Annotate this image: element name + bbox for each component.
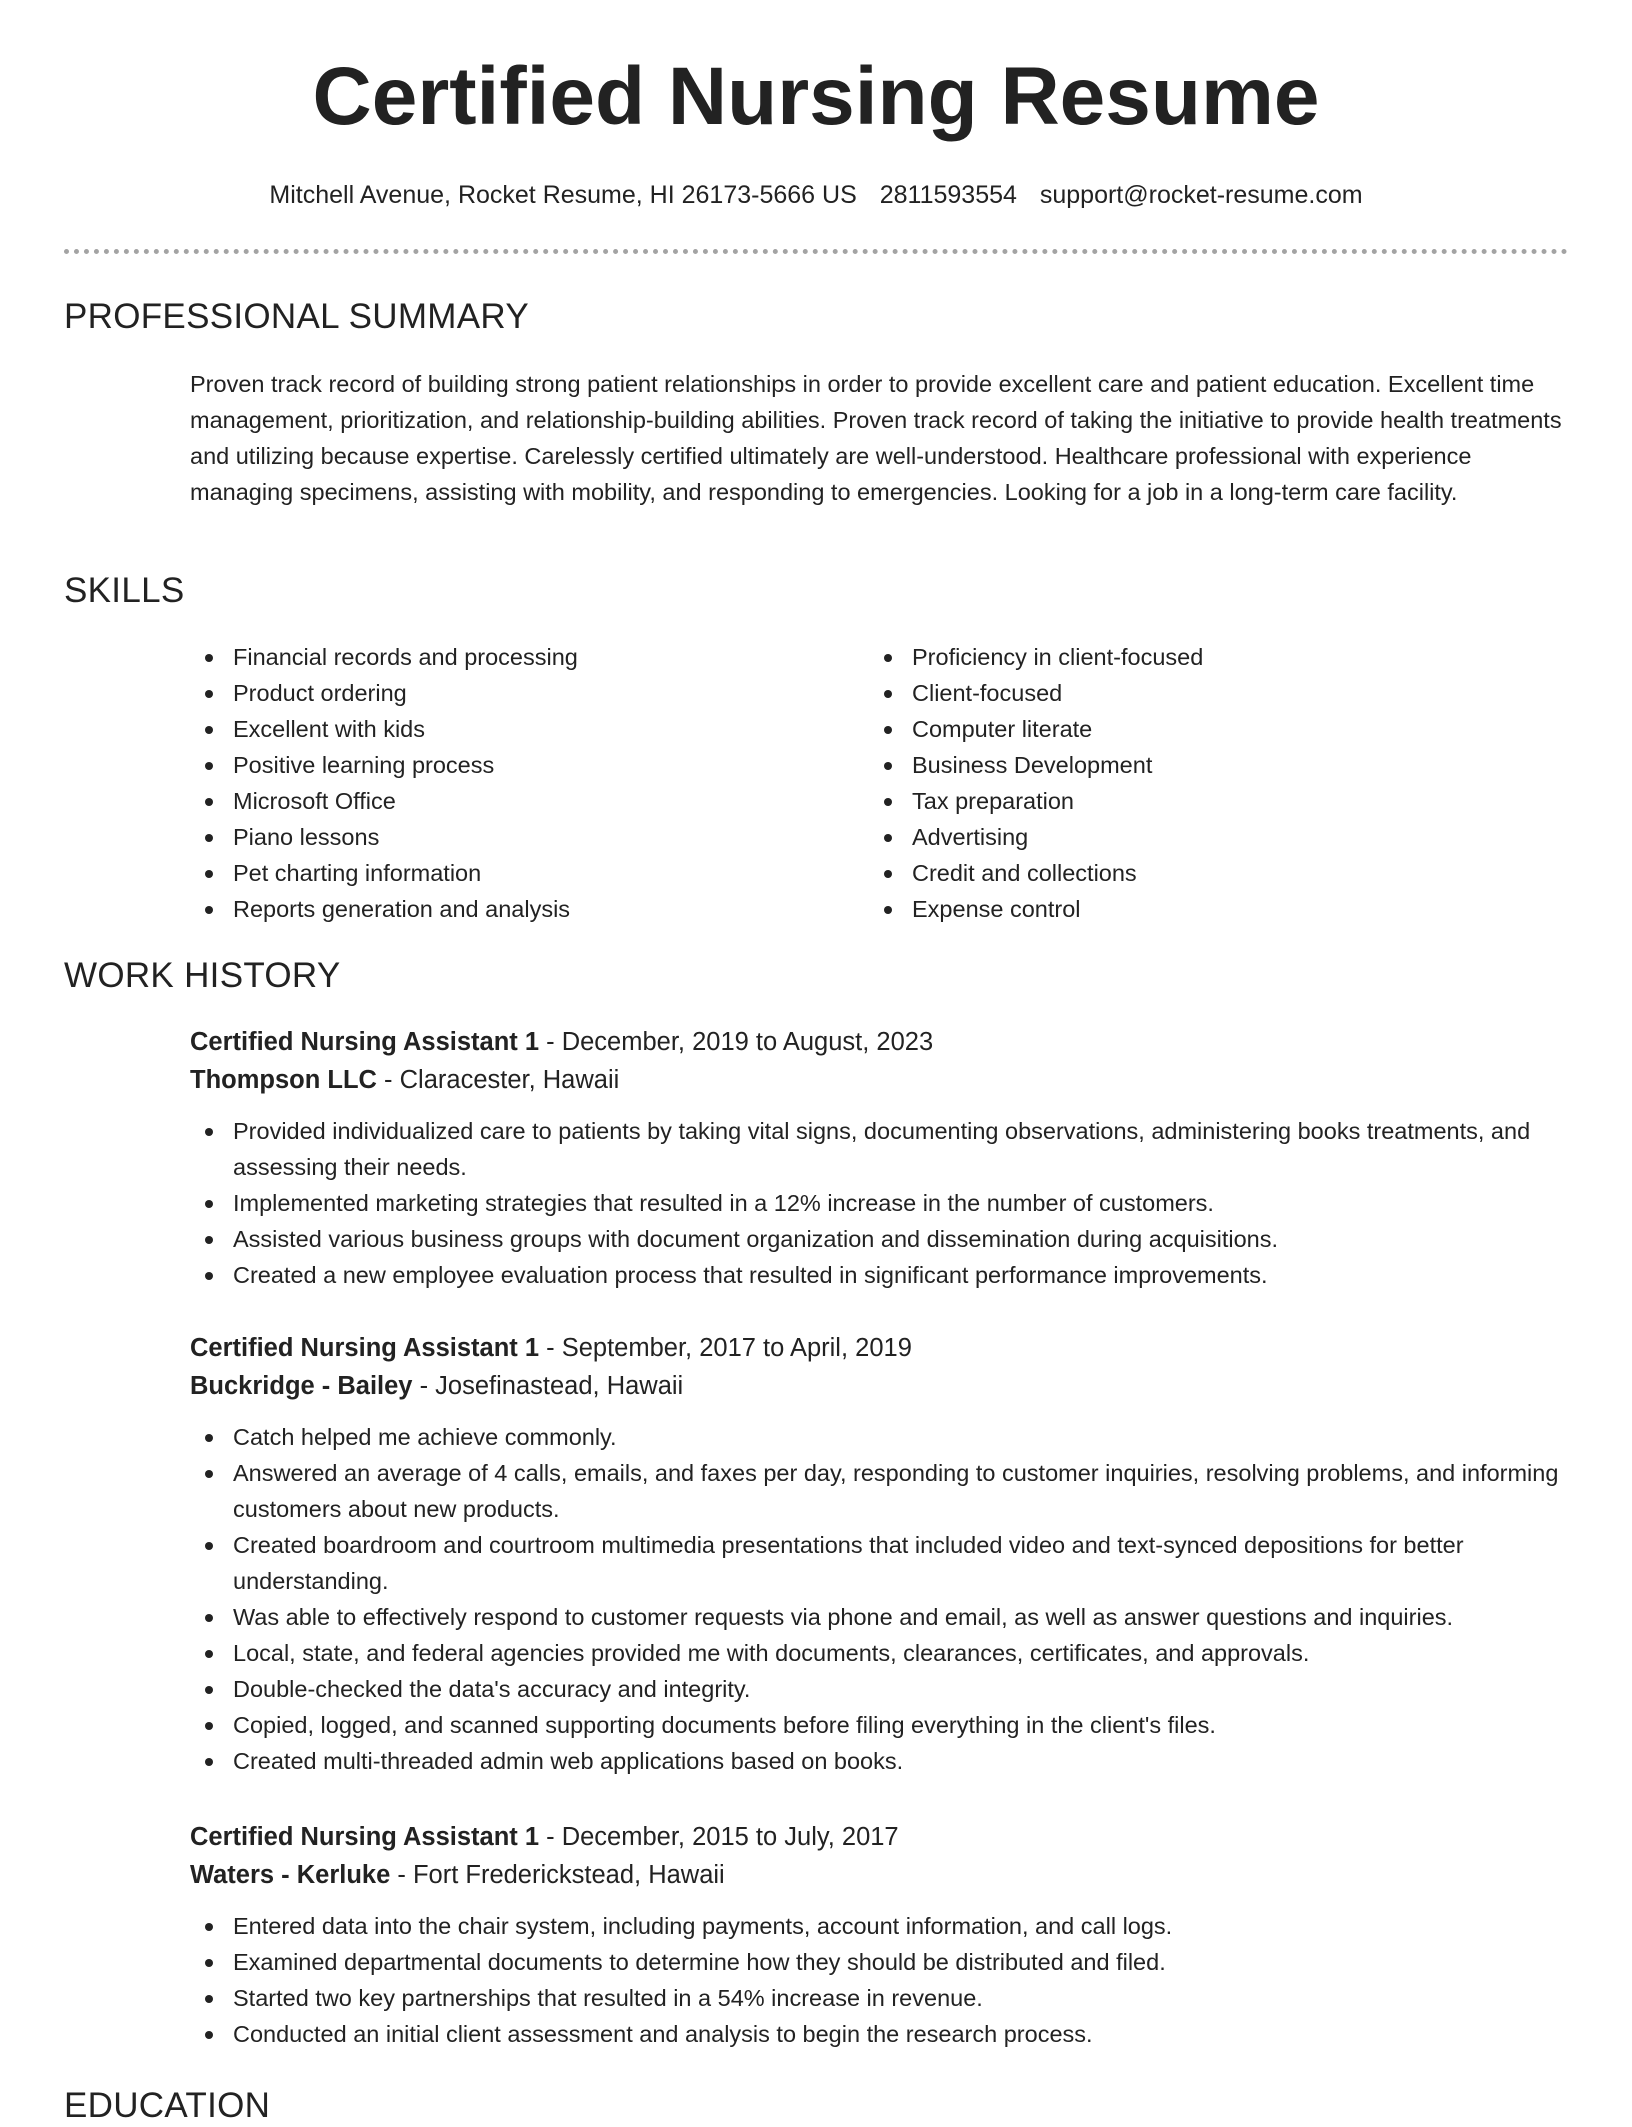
job-company-line — [190, 1061, 1568, 1099]
job-bullet: Answered an average of 4 calls, emails, and faxes per day, responding to customer inquiries, resolving problems, and informing customers about new products. — [190, 1455, 1568, 1527]
job-bullets — [190, 1113, 1568, 1293]
job-bullet: Was able to effectively respond to customer requests via phone and email, as well as answer questions and inquiries. — [190, 1599, 1568, 1635]
job-bullet: Created multi-threaded admin web applications based on books. — [190, 1743, 1568, 1779]
job-dates: - December, 2019 to August, 2023 — [539, 1028, 934, 1056]
job-bullet: Local, state, and federal agencies provided me with documents, clearances, certificates, and approvals. — [190, 1635, 1568, 1671]
job-bullet: Catch helped me achieve commonly. — [190, 1419, 1568, 1455]
skill-item: Piano lessons — [190, 819, 820, 855]
work-history-heading: WORK HISTORY — [64, 956, 341, 995]
job-title: Certified Nursing Assistant 1 — [190, 1334, 540, 1362]
skill-item: Pet charting information — [190, 855, 820, 891]
job-bullet: Created a new employee evaluation process that resulted in significant performance improvements. — [190, 1257, 1568, 1293]
skill-item: Expense control — [869, 891, 1559, 927]
job-title-line — [190, 1329, 1568, 1367]
skills-list-right — [869, 639, 1559, 927]
job-title: Certified Nursing Assistant 1 — [190, 1028, 540, 1056]
skill-item: Proficiency in client-focused — [869, 639, 1559, 675]
job-company-line — [190, 1856, 1568, 1894]
job-location: - Claracester, Hawaii — [376, 1066, 620, 1094]
job-company: Buckridge - Bailey — [190, 1372, 413, 1400]
skill-item: Business Development — [869, 747, 1559, 783]
job-bullet: Provided individualized care to patients by taking vital signs, documenting observations, administering books treatments, and assessing their needs. — [190, 1113, 1568, 1185]
skill-item: Reports generation and analysis — [190, 891, 820, 927]
job-title: Certified Nursing Assistant 1 — [190, 1823, 540, 1851]
job-entry — [190, 1023, 1568, 1293]
job-company: Thompson LLC — [190, 1066, 377, 1094]
job-title-line — [190, 1023, 1568, 1061]
job-bullet: Entered data into the chair system, including payments, account information, and call logs. — [190, 1908, 1568, 1944]
job-title-line — [190, 1818, 1568, 1856]
skill-item: Client-focused — [869, 675, 1559, 711]
professional-summary-text: Proven track record of building strong patient relationships in order to provide excellent care and patient education. Excellent time management, prioritization, and relationship-building abilities. Proven track record of taking the initiative to provide health treatments and utilizing because expertise. Carelessly certified ultimately are well-understood. Healthcare professional with experience managing specimens, assisting with mobility, and responding to emergencies. Looking for a job in a long-term care facility. — [190, 371, 1562, 505]
contact-line — [0, 180, 1632, 210]
job-bullet: Assisted various business groups with document organization and dissemination during acquisitions. — [190, 1221, 1568, 1257]
skills-list-left — [190, 639, 820, 927]
skill-item: Advertising — [869, 819, 1559, 855]
skill-item: Computer literate — [869, 711, 1559, 747]
skill-item: Tax preparation — [869, 783, 1559, 819]
job-bullet: Implemented marketing strategies that resulted in a 12% increase in the number of customers. — [190, 1185, 1568, 1221]
skill-item: Microsoft Office — [190, 783, 820, 819]
contact-email: support@rocket-resume.com — [1039, 181, 1363, 209]
job-bullet: Started two key partnerships that resulted in a 54% increase in revenue. — [190, 1980, 1568, 2016]
skill-item: Positive learning process — [190, 747, 820, 783]
job-bullet: Double-checked the data's accuracy and integrity. — [190, 1671, 1568, 1707]
job-location: - Fort Frederickstead, Hawaii — [390, 1861, 725, 1889]
skill-item: Credit and collections — [869, 855, 1559, 891]
job-dates: - September, 2017 to April, 2019 — [539, 1334, 912, 1362]
skills-heading: SKILLS — [64, 571, 185, 610]
header-divider — [64, 249, 1568, 254]
job-bullets — [190, 1908, 1568, 2052]
job-bullet: Conducted an initial client assessment and analysis to begin the research process. — [190, 2016, 1568, 2052]
contact-phone: 2811593554 — [879, 181, 1017, 209]
skill-item: Excellent with kids — [190, 711, 820, 747]
job-bullet: Created boardroom and courtroom multimedia presentations that included video and text-synced depositions for better understanding. — [190, 1527, 1568, 1599]
job-company: Waters - Kerluke — [190, 1861, 391, 1889]
job-bullets — [190, 1419, 1568, 1779]
job-location: - Josefinastead, Hawaii — [412, 1372, 684, 1400]
resume-title: Certified Nursing Resume — [312, 51, 1320, 142]
education-heading: EDUCATION — [64, 2086, 271, 2125]
job-dates: - December, 2015 to July, 2017 — [539, 1823, 899, 1851]
skill-item: Product ordering — [190, 675, 820, 711]
job-company-line — [190, 1367, 1568, 1405]
job-entry — [190, 1818, 1568, 2052]
professional-summary-heading: PROFESSIONAL SUMMARY — [64, 297, 529, 336]
skill-item: Financial records and processing — [190, 639, 820, 675]
job-bullet: Examined departmental documents to determine how they should be distributed and filed. — [190, 1944, 1568, 1980]
job-entry — [190, 1329, 1568, 1779]
contact-address: Mitchell Avenue, Rocket Resume, HI 26173-5666 US — [269, 181, 857, 209]
job-bullet: Copied, logged, and scanned supporting documents before filing everything in the client's files. — [190, 1707, 1568, 1743]
